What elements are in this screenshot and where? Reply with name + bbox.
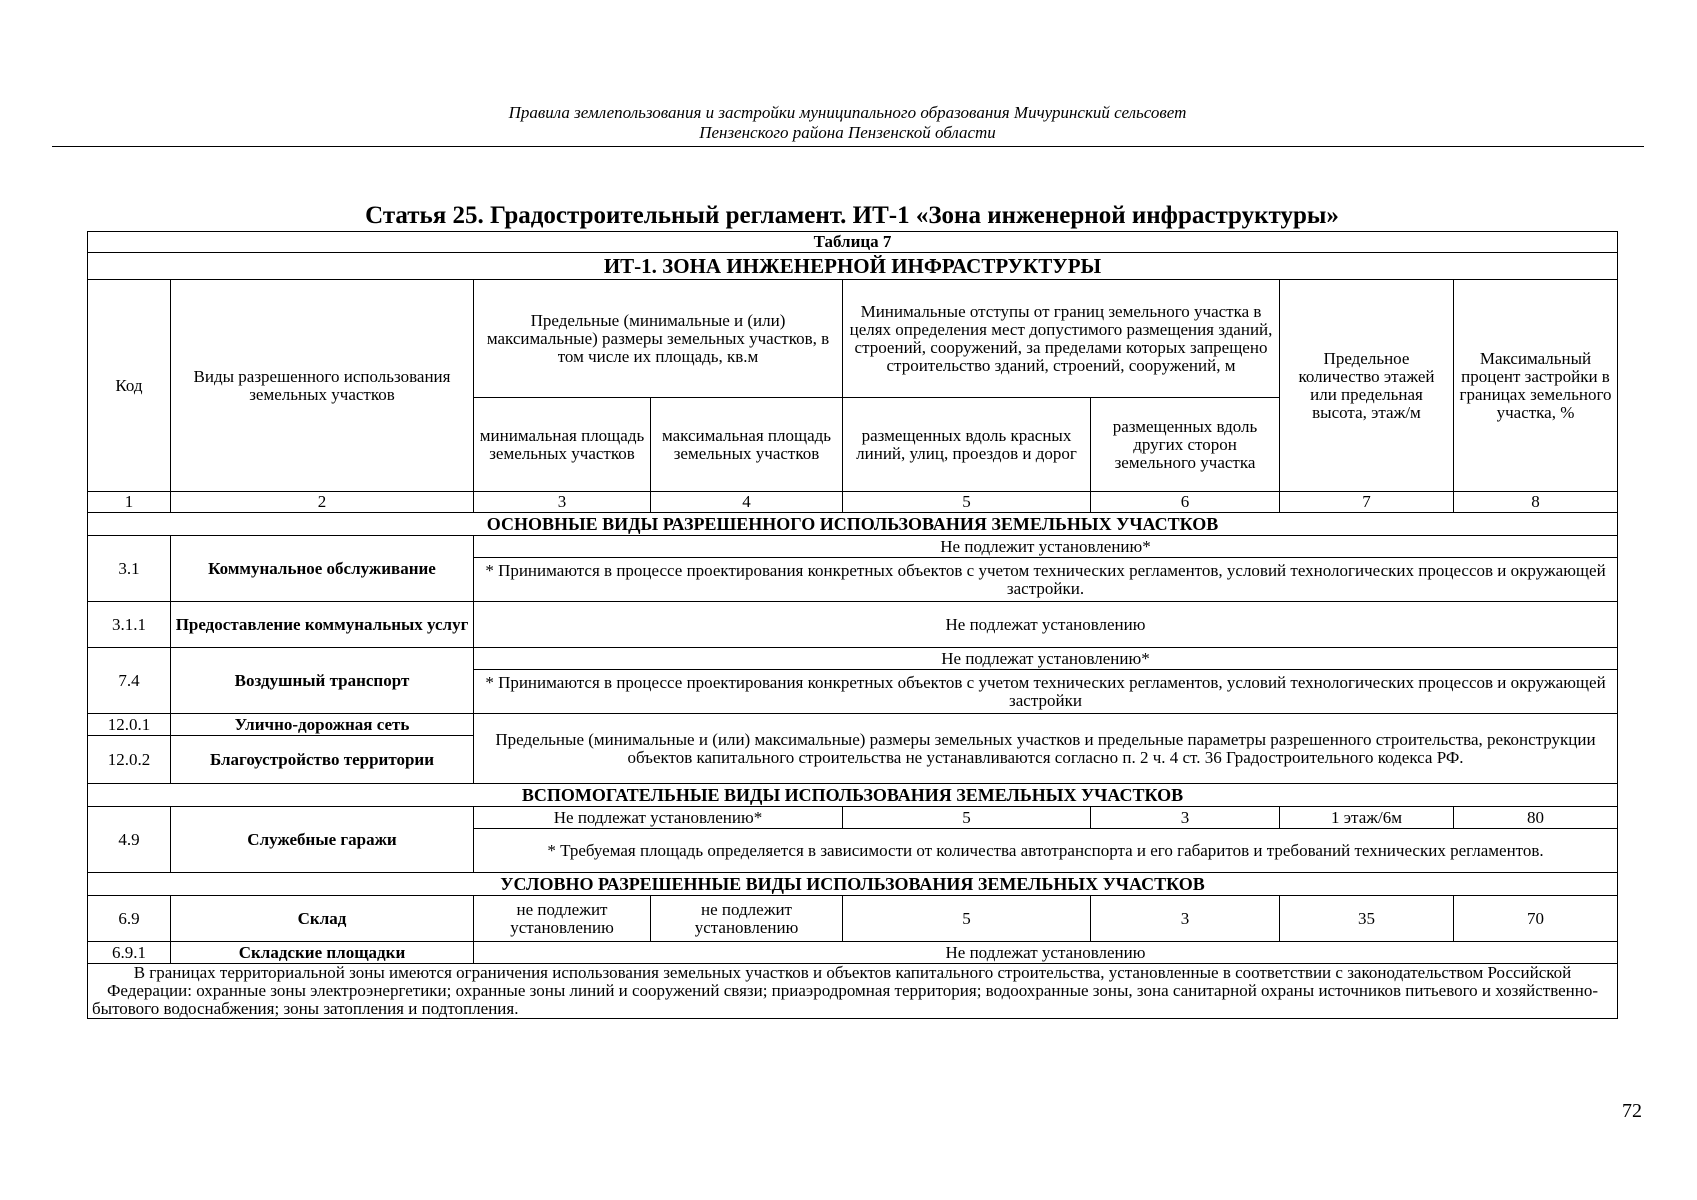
- regulation-table: [87, 231, 1618, 1019]
- header-line-2: Пензенского района Пензенской области: [699, 123, 996, 142]
- col-header-max-area: максимальная площадь земельных участков: [651, 398, 843, 492]
- table-number: Таблица 7: [88, 232, 1618, 253]
- row-note: * Принимаются в процессе проектирования конкретных объектов с учетом технических регламентов, условий технологических процессов и окружающей застройки.: [474, 558, 1618, 602]
- row-min-area: не подлежит установлению: [474, 896, 651, 942]
- col-number: 7: [1280, 492, 1454, 513]
- row-code: 6.9.1: [88, 942, 171, 964]
- col-header-along-other: размещенных вдоль других сторон земельного участка: [1091, 398, 1280, 492]
- row-code: 6.9: [88, 896, 171, 942]
- table-heading: ИТ-1. ЗОНА ИНЖЕНЕРНОЙ ИНФРАСТРУКТУРЫ: [88, 253, 1618, 280]
- row-value: Не подлежат установлению: [474, 942, 1618, 964]
- col-number: 6: [1091, 492, 1280, 513]
- row-code: 3.1: [88, 536, 171, 602]
- row-area: Не подлежат установлению*: [474, 807, 843, 829]
- row-note: * Принимаются в процессе проектирования конкретных объектов с учетом технических регламентов, условий технологических процессов и окружающей застройки: [474, 670, 1618, 714]
- row-value: Не подлежат установлению*: [474, 648, 1618, 670]
- row-pct: 70: [1454, 896, 1618, 942]
- row-code: 12.0.1: [88, 714, 171, 736]
- row-setback-red: 5: [843, 807, 1091, 829]
- row-name: Служебные гаражи: [171, 807, 474, 873]
- row-code: 12.0.2: [88, 736, 171, 784]
- col-number: 4: [651, 492, 843, 513]
- section-main: ОСНОВНЫЕ ВИДЫ РАЗРЕШЕННОГО ИСПОЛЬЗОВАНИЯ ЗЕМЕЛЬНЫХ УЧАСТКОВ: [88, 513, 1618, 536]
- row-value: Не подлежат установлению: [474, 602, 1618, 648]
- page-number: 72: [1622, 1100, 1642, 1122]
- row-setback-red: 5: [843, 896, 1091, 942]
- col-header-min-area: минимальная площадь земельных участков: [474, 398, 651, 492]
- row-setback-other: 3: [1091, 896, 1280, 942]
- row-name: Улично-дорожная сеть: [171, 714, 474, 736]
- col-header-floors: Предельное количество этажей или предельная высота, этаж/м: [1280, 280, 1454, 492]
- row-note: * Требуемая площадь определяется в зависимости от количества автотранспорта и его габаритов и требований технических регламентов.: [474, 829, 1618, 873]
- col-number: 2: [171, 492, 474, 513]
- row-max-area: не подлежит установлению: [651, 896, 843, 942]
- row-value-shared: Предельные (минимальные и (или) максимальные) размеры земельных участков и предельные параметры разрешенного строительства, реконструкции объектов капитального строительства не устанавливаются согласно п. 2 ч. 4 ст. 36 Градостроительного кодекса РФ.: [474, 714, 1618, 784]
- col-header-along-red: размещенных вдоль красных линий, улиц, проездов и дорог: [843, 398, 1091, 492]
- section-aux: ВСПОМОГАТЕЛЬНЫЕ ВИДЫ ИСПОЛЬЗОВАНИЯ ЗЕМЕЛЬНЫХ УЧАСТКОВ: [88, 784, 1618, 807]
- row-name: Коммунальное обслуживание: [171, 536, 474, 602]
- col-number: 5: [843, 492, 1091, 513]
- row-name: Воздушный транспорт: [171, 648, 474, 714]
- header-rule: [52, 146, 1644, 147]
- row-code: 7.4: [88, 648, 171, 714]
- col-number: 3: [474, 492, 651, 513]
- row-floors: 35: [1280, 896, 1454, 942]
- row-value: Не подлежит установлению*: [474, 536, 1618, 558]
- article-title: Статья 25. Градостроительный регламент. ИТ-1 «Зона инженерной инфраструктуры»: [365, 202, 1339, 229]
- row-name: Склад: [171, 896, 474, 942]
- col-number: 1: [88, 492, 171, 513]
- col-header-setbacks: Минимальные отступы от границ земельного участка в целях определения мест допустимого размещения зданий, строений, сооружений, за пределами которых запрещено строительство зданий, строений, сооружений, м: [843, 280, 1280, 398]
- row-name: Благоустройство территории: [171, 736, 474, 784]
- col-header-use: Виды разрешенного использования земельных участков: [171, 280, 474, 492]
- row-pct: 80: [1454, 807, 1618, 829]
- col-number: 8: [1454, 492, 1618, 513]
- restrictions-footnote: В границах территориальной зоны имеются ограничения использования земельных участков и объектов капитального строительства, установленные в соответствии с законодательством Российской Федерации: охранные зоны электроэнергетики; охранные зоны линий и сооружений связи; приаэродромная территория; водоохранные зоны, зона санитарной охраны источников питьевого и хозяйственно-бытового водоснабжения; зоны затопления и подтопления.: [88, 964, 1618, 1019]
- row-code: 3.1.1: [88, 602, 171, 648]
- row-code: 4.9: [88, 807, 171, 873]
- row-name: Предоставление коммунальных услуг: [171, 602, 474, 648]
- row-floors: 1 этаж/6м: [1280, 807, 1454, 829]
- row-name: Складские площадки: [171, 942, 474, 964]
- header-line-1: Правила землепользования и застройки муниципального образования Мичуринский сельсовет: [508, 103, 1187, 122]
- col-header-max-pct: Максимальный процент застройки в границах земельного участка, %: [1454, 280, 1618, 492]
- col-header-sizes: Предельные (минимальные и (или) максимальные) размеры земельных участков, в том числе их площадь, кв.м: [474, 280, 843, 398]
- section-conditional: УСЛОВНО РАЗРЕШЕННЫЕ ВИДЫ ИСПОЛЬЗОВАНИЯ ЗЕМЕЛЬНЫХ УЧАСТКОВ: [88, 873, 1618, 896]
- row-setback-other: 3: [1091, 807, 1280, 829]
- col-header-code: Код: [88, 280, 171, 492]
- running-header: [50, 103, 1645, 143]
